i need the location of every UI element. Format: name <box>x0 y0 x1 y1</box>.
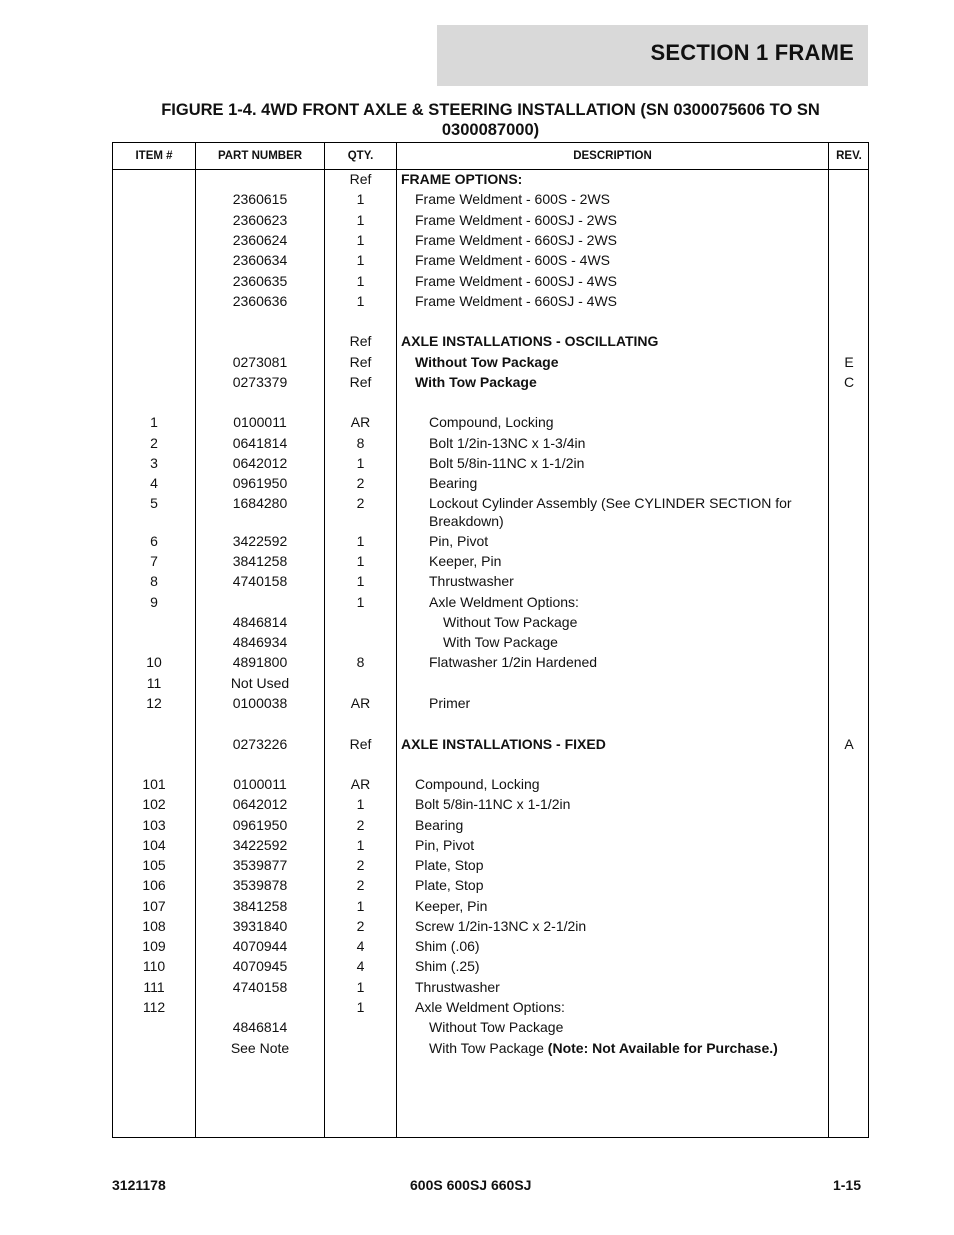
part-number: 2360636 <box>232 293 288 309</box>
section-title: SECTION 1 FRAME <box>650 40 854 65</box>
item-number: 7 <box>150 553 158 569</box>
quantity: Ref <box>349 333 372 349</box>
description-text: Frame Weldment - 660SJ - 2WS <box>415 232 618 248</box>
item-number: 1 <box>150 414 158 430</box>
description <box>397 211 845 229</box>
quantity: AR <box>350 695 371 711</box>
quantity: 2 <box>356 475 365 491</box>
description <box>397 272 845 290</box>
part-number: See Note <box>230 1040 290 1056</box>
part-number: 3841258 <box>232 898 288 914</box>
description-text: Without Tow Package <box>443 614 578 630</box>
item-number: 5 <box>150 495 158 511</box>
description-text: Pin, Pivot <box>429 533 489 549</box>
part-number: 0273226 <box>232 736 288 752</box>
description <box>397 998 845 1016</box>
quantity: 2 <box>356 817 365 833</box>
description-text: Bolt 5/8in-11NC x 1-1/2in <box>415 796 571 812</box>
figure-title <box>112 100 869 140</box>
quantity: 1 <box>356 594 365 610</box>
quantity: 1 <box>356 898 365 914</box>
quantity: Ref <box>349 354 372 370</box>
part-number: 4891800 <box>232 654 288 670</box>
item-number: 101 <box>142 776 166 792</box>
part-number: 0642012 <box>232 455 288 471</box>
description-text: Flatwasher 1/2in Hardened <box>429 654 598 670</box>
quantity: 1 <box>356 455 365 471</box>
column-header-description: DESCRIPTION <box>573 150 652 162</box>
description <box>397 572 859 590</box>
quantity: 1 <box>356 533 365 549</box>
part-number: 3422592 <box>232 533 288 549</box>
description <box>397 494 859 512</box>
part-number: 4740158 <box>232 573 288 589</box>
footer-page-number: 1-15 <box>832 1177 861 1193</box>
footer-doc-number: 3121178 <box>112 1177 166 1193</box>
description-text: Thrustwasher <box>415 979 500 995</box>
description <box>397 190 845 208</box>
item-number: 2 <box>150 435 158 451</box>
part-number: 0273379 <box>232 374 288 390</box>
quantity: 1 <box>356 191 365 207</box>
description-text: Bearing <box>415 817 464 833</box>
part-number: 4740158 <box>232 979 288 995</box>
quantity: 8 <box>356 654 365 670</box>
part-number: 4846814 <box>232 1019 288 1035</box>
part-number: 0100011 <box>233 776 287 792</box>
description-text: Without Tow Package <box>415 354 559 370</box>
part-number: 0642012 <box>232 796 288 812</box>
part-number: 3931840 <box>232 918 288 934</box>
column-header-qty: QTY. <box>347 150 374 162</box>
description <box>397 231 845 249</box>
description-text: Plate, Stop <box>415 857 484 873</box>
quantity: 1 <box>356 796 365 812</box>
item-number: 9 <box>150 594 158 610</box>
figure-title-line-1: FIGURE 1-4. 4WD FRONT AXLE & STEERING INSTALLATION (SN 0300075606 TO SN <box>161 101 820 119</box>
part-number: 0961950 <box>232 475 288 491</box>
description <box>397 653 859 671</box>
quantity: 2 <box>356 495 365 511</box>
item-number: 8 <box>150 573 158 589</box>
part-number: 3539877 <box>232 857 288 873</box>
description-text: Primer <box>429 695 471 711</box>
description <box>397 1018 859 1036</box>
item-number: 11 <box>146 675 162 691</box>
description-text: Bolt 1/2in-13NC x 1-3/4in <box>429 435 586 451</box>
part-number: 0641814 <box>232 435 288 451</box>
column-header-part-number: PART NUMBER <box>217 150 303 162</box>
quantity: 1 <box>356 273 365 289</box>
quantity: 2 <box>356 877 365 893</box>
description <box>397 613 873 631</box>
parts-table <box>112 142 869 1138</box>
description <box>397 735 831 753</box>
quantity: 4 <box>356 938 365 954</box>
description-text: Bearing <box>429 475 478 491</box>
description <box>397 434 859 452</box>
quantity: 1 <box>356 999 365 1015</box>
item-number: 4 <box>150 475 158 491</box>
part-number: 4070945 <box>232 958 288 974</box>
item-number: 6 <box>150 533 158 549</box>
table-header <box>113 143 868 170</box>
quantity: Ref <box>349 374 372 390</box>
part-number: 2360624 <box>232 232 288 248</box>
part-number: 2360635 <box>232 273 288 289</box>
item-number: 102 <box>142 796 166 812</box>
column-header-rev: REV. <box>836 150 862 162</box>
description-text: AXLE INSTALLATIONS - FIXED <box>401 736 606 752</box>
quantity: 1 <box>356 212 365 228</box>
part-number: 0273081 <box>232 354 288 370</box>
description-text: Plate, Stop <box>415 877 484 893</box>
part-number: Not Used <box>230 675 290 691</box>
part-number: 4846814 <box>232 614 288 630</box>
description <box>397 593 859 611</box>
section-banner <box>437 25 868 86</box>
item-number: 110 <box>142 958 166 974</box>
quantity: Ref <box>349 171 372 187</box>
part-number: 4070944 <box>232 938 288 954</box>
part-number: 2360623 <box>232 212 288 228</box>
description-text: Pin, Pivot <box>415 837 475 853</box>
item-number: 3 <box>150 455 158 471</box>
part-number: 0100011 <box>233 414 287 430</box>
description <box>397 897 845 915</box>
description <box>397 836 845 854</box>
description-text: Keeper, Pin <box>415 898 488 914</box>
quantity: 1 <box>356 573 365 589</box>
item-number: 10 <box>146 654 162 670</box>
description-text: Compound, Locking <box>429 414 554 430</box>
description-text: Axle Weldment Options: <box>415 999 565 1015</box>
description-text: AXLE INSTALLATIONS - OSCILLATING <box>401 333 659 349</box>
description-text: Bolt 5/8in-11NC x 1-1/2in <box>429 455 585 471</box>
description-text: Breakdown) <box>429 513 504 529</box>
description <box>397 552 859 570</box>
quantity: 1 <box>356 979 365 995</box>
description-text: Shim (.25) <box>415 958 480 974</box>
part-number: 0961950 <box>232 817 288 833</box>
description-text: Shim (.06) <box>415 938 480 954</box>
description-text: Compound, Locking <box>415 776 540 792</box>
quantity: AR <box>350 414 371 430</box>
description <box>397 353 845 371</box>
description <box>397 292 845 310</box>
quantity: 8 <box>356 435 365 451</box>
description-note: (Note: Not Available for Purchase.) <box>547 1040 778 1056</box>
part-number: 1684280 <box>232 495 288 511</box>
description-text: Lockout Cylinder Assembly (See CYLINDER SECTION for <box>429 495 792 511</box>
description <box>397 512 859 530</box>
description-text: Without Tow Package <box>429 1019 564 1035</box>
description-text: Frame Weldment - 600S - 4WS <box>415 252 611 268</box>
description <box>397 694 859 712</box>
description <box>397 816 845 834</box>
quantity: 4 <box>356 958 365 974</box>
description-text: Thrustwasher <box>429 573 514 589</box>
column-header-item: ITEM # <box>135 150 173 162</box>
description-text: Keeper, Pin <box>429 553 502 569</box>
item-number: 112 <box>142 999 166 1015</box>
item-number: 111 <box>143 979 165 995</box>
revision: E <box>844 354 854 370</box>
revision: C <box>843 374 855 390</box>
description <box>397 957 845 975</box>
description <box>397 532 859 550</box>
description-text: Frame Weldment - 660SJ - 4WS <box>415 293 618 309</box>
item-number: 104 <box>142 837 166 853</box>
description <box>397 937 845 955</box>
description-text: FRAME OPTIONS: <box>401 171 523 187</box>
description <box>397 795 845 813</box>
description <box>397 633 873 651</box>
quantity: 1 <box>356 553 365 569</box>
description <box>397 332 831 350</box>
part-number: 4846934 <box>232 634 288 650</box>
description-text: Frame Weldment - 600S - 2WS <box>415 191 611 207</box>
quantity: AR <box>350 776 371 792</box>
quantity: 2 <box>356 918 365 934</box>
description <box>397 170 831 188</box>
part-number: 2360634 <box>232 252 288 268</box>
description-text: Frame Weldment - 600SJ - 2WS <box>415 212 618 228</box>
description <box>397 251 845 269</box>
description <box>397 1039 859 1057</box>
description <box>397 876 845 894</box>
description-text: Screw 1/2in-13NC x 2-1/2in <box>415 918 587 934</box>
quantity: Ref <box>349 736 372 752</box>
revision: A <box>844 736 854 752</box>
description-text: With Tow Package <box>443 634 558 650</box>
item-number: 12 <box>146 695 162 711</box>
figure-title-line-2: 0300087000) <box>441 121 540 139</box>
description-text: Frame Weldment - 600SJ - 4WS <box>415 273 618 289</box>
quantity: 1 <box>356 252 365 268</box>
item-number: 106 <box>142 877 166 893</box>
part-number: 0100038 <box>232 695 288 711</box>
description-text: With Tow Package <box>429 1040 548 1056</box>
item-number: 103 <box>142 817 166 833</box>
item-number: 109 <box>142 938 166 954</box>
quantity: 1 <box>356 837 365 853</box>
description <box>397 373 845 391</box>
description-text: Axle Weldment Options: <box>429 594 579 610</box>
footer-models: 600S 600SJ 660SJ <box>410 1177 532 1193</box>
description <box>397 775 845 793</box>
part-number: 3841258 <box>232 553 288 569</box>
item-number: 105 <box>142 857 166 873</box>
description <box>397 413 859 431</box>
description <box>397 978 845 996</box>
part-number: 3422592 <box>232 837 288 853</box>
part-number: 3539878 <box>232 877 288 893</box>
description <box>397 917 845 935</box>
description-text: With Tow Package <box>415 374 537 390</box>
item-number: 108 <box>142 918 166 934</box>
part-number: 2360615 <box>232 191 288 207</box>
item-number: 107 <box>142 898 166 914</box>
quantity: 2 <box>356 857 365 873</box>
quantity: 1 <box>356 293 365 309</box>
description <box>397 454 859 472</box>
description <box>397 474 859 492</box>
quantity: 1 <box>356 232 365 248</box>
description <box>397 856 845 874</box>
